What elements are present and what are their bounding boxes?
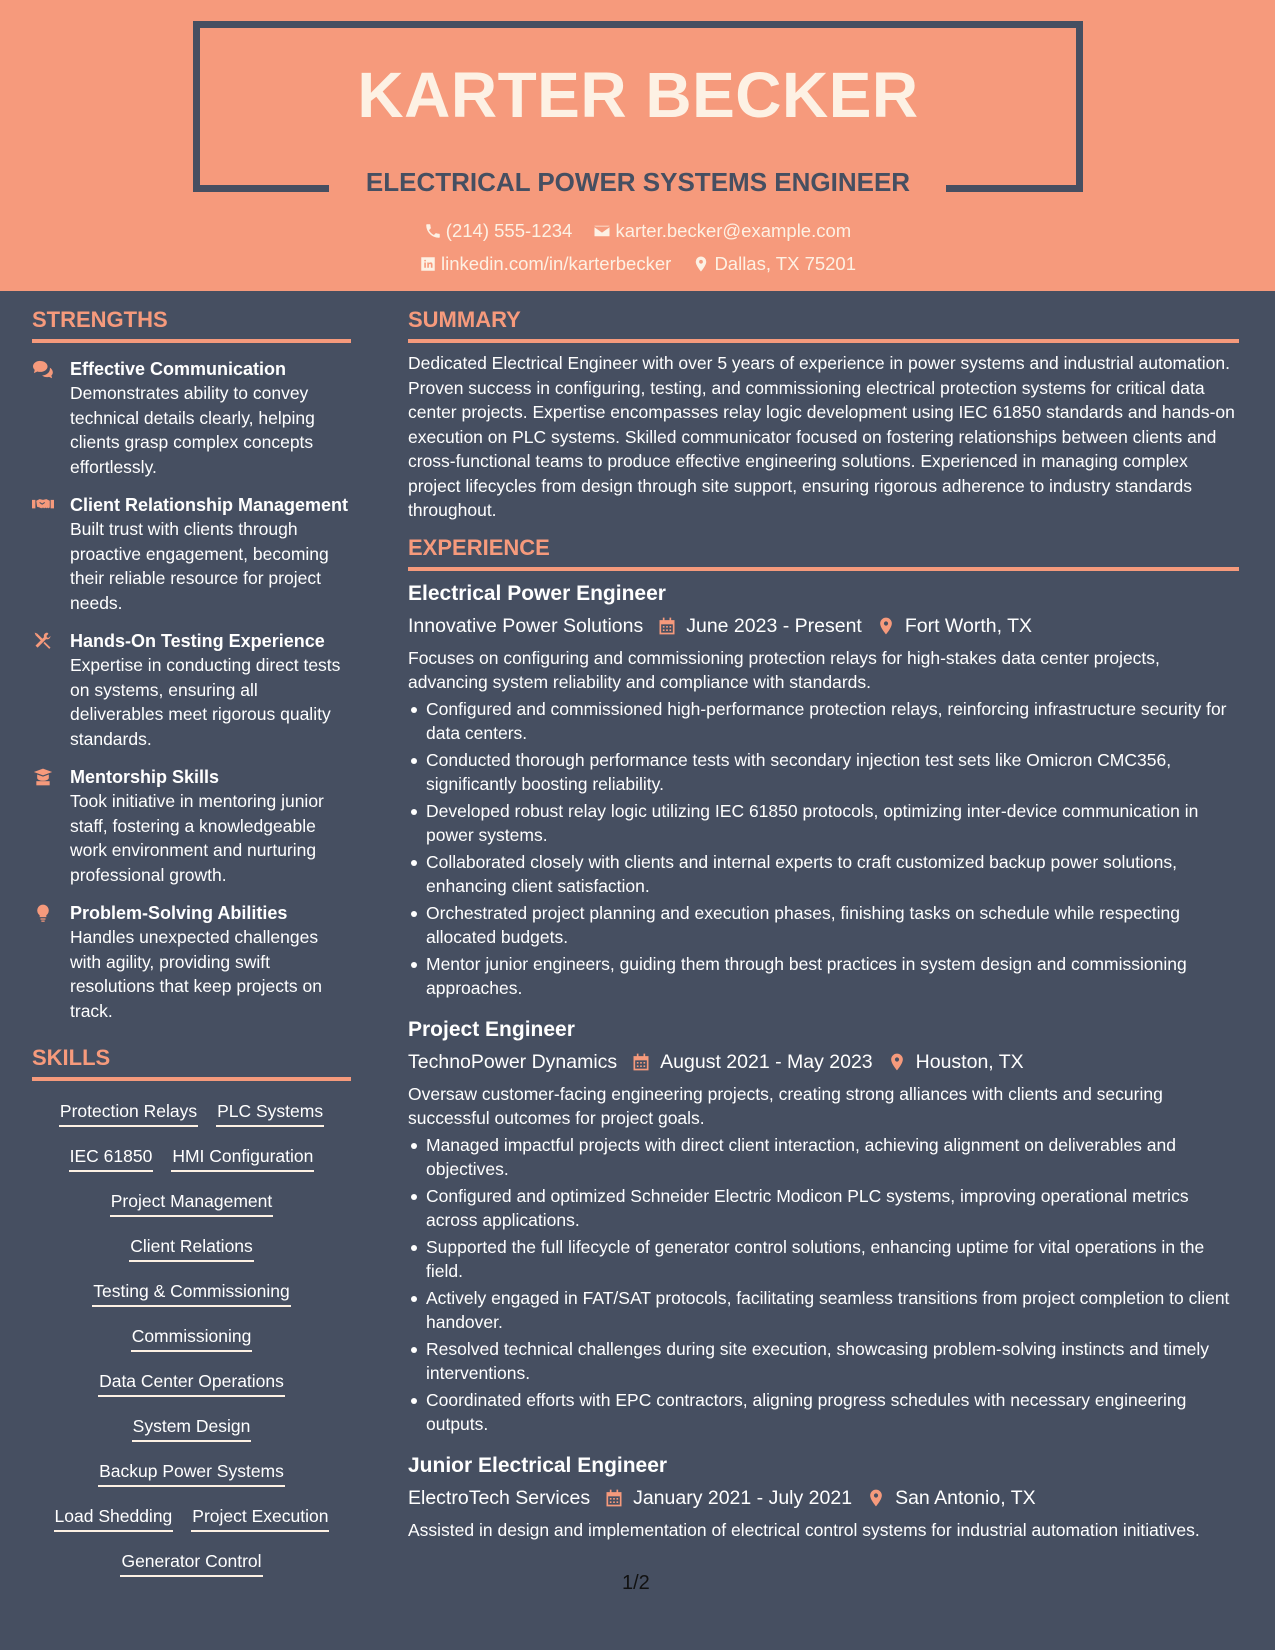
job-entry [408,579,1239,1001]
skill-row [32,1316,351,1361]
job-dates: August 2021 - May 2023 [660,1050,873,1073]
map-marker-icon [866,1488,886,1508]
job-bullet: Supported the full lifecycle of generator control solutions, enhancing uptime for vital operations in the field. [408,1235,1239,1284]
strength-desc: Took initiative in mentoring junior staff, fostering a knowledgeable work environment and nurturing professional growth. [70,791,324,885]
job-bullet: Conducted thorough performance tests with secondary injection test sets like Omicron CMC356, significantly boosting reliability. [408,748,1239,797]
map-marker-icon [876,616,896,636]
strength-item [32,901,351,1023]
strength-desc: Expertise in conducting direct tests on systems, ensuring all deliverables meet rigorous quality standards. [70,655,341,749]
linkedin-icon [419,255,437,273]
strengths-heading: STRENGTHS [32,307,351,343]
job-bullet: Configured and commissioned high-performance protection relays, reinforcing infrastructure security for data centers. [408,697,1239,746]
skill-tag: HMI Configuration [171,1145,314,1172]
job-meta [408,1483,1239,1513]
job-bullet: Developed robust relay logic utilizing IEC 61850 protocols, optimizing inter-device communication in power systems. [408,799,1239,848]
skill-row [32,1226,351,1271]
strengths-list [32,357,351,1023]
job-bullet: Mentor junior engineers, guiding them through best practices in system design and commissioning approaches. [408,952,1239,1001]
strength-title: Effective Communication [70,359,287,379]
job-entry [408,1015,1239,1437]
strength-item [32,493,351,615]
job-bullet: Orchestrated project planning and execution phases, finishing tasks on schedule while respecting allocated budgets. [408,901,1239,950]
strength-title: Hands-On Testing Experience [70,631,325,651]
skill-tag: Commissioning [131,1325,253,1352]
strength-item [32,629,351,751]
skill-tag: Load Shedding [54,1505,174,1532]
teacher-icon [32,767,54,787]
skill-tag: PLC Systems [216,1100,324,1127]
summary-heading: SUMMARY [408,307,1239,343]
strength-desc: Built trust with clients through proactive engagement, becoming their reliable resource for project needs. [70,519,329,613]
strength-desc: Demonstrates ability to convey technical details clearly, helping clients grasp complex concepts effortlessly. [70,383,315,477]
job-company: Innovative Power Solutions [408,614,644,637]
skill-tag: Client Relations [129,1235,254,1262]
strength-title: Problem-Solving Abilities [70,903,288,923]
job-bullet: Resolved technical challenges during site execution, showcasing problem-solving instincts and timely interventions. [408,1337,1239,1386]
skill-tag: Backup Power Systems [98,1460,285,1487]
contact-row-1 [0,220,1275,245]
handshake-icon [32,495,54,515]
map-marker-icon [887,1052,907,1072]
job-description: Assisted in design and implementation of electrical control systems for industrial automation initiatives. [408,1519,1200,1540]
job-dates: January 2021 - July 2021 [633,1486,853,1509]
email-contact[interactable] [593,220,851,242]
calendar-icon [604,1488,624,1508]
envelope-icon [593,222,611,240]
job-bullet: Managed impactful projects with direct client interaction, achieving alignment on deliverables and objectives. [408,1133,1239,1182]
skill-row [32,1136,351,1181]
skill-tag: Project Management [110,1190,273,1217]
skill-tag: Generator Control [120,1550,262,1577]
phone-text: (214) 555-1234 [445,220,573,241]
skill-tag: Protection Relays [59,1100,198,1127]
job-bullet: Collaborated closely with clients and internal experts to craft customized backup power solutions, enhancing client satisfaction. [408,850,1239,899]
skill-row [32,1496,351,1541]
job-role: Electrical Power Engineer [408,581,666,605]
summary-text: Dedicated Electrical Engineer with over 5 years of experience in power systems and industrial automation. Proven success in configuring, testing, and commissioning electrical protection systems for critical data center projects. Expertise encompasses relay logic development using IEC 61850 standards and hands-on execution on PLC systems. Skilled communicator focused on fostering relationships between clients and cross-functional teams to produce effective engineering solutions. Experienced in managing complex project lifecycles from design through site support, ensuring rigorous adherence to industry standards throughout. [408,353,1235,520]
page-number: 1/2 [622,1572,650,1594]
strength-item [32,357,351,479]
skills-list [32,1091,351,1586]
skills-heading: SKILLS [32,1045,351,1081]
contact-row-2 [0,253,1275,278]
experience-heading: EXPERIENCE [408,535,1239,571]
skill-tag: Data Center Operations [98,1370,285,1397]
job-role: Project Engineer [408,1017,575,1041]
job-company: TechnoPower Dynamics [408,1050,618,1073]
job-bullet: Configured and optimized Schneider Electric Modicon PLC systems, improving operational metrics across applications. [408,1184,1239,1233]
strength-title: Mentorship Skills [70,767,220,787]
job-description: Focuses on configuring and commissioning protection relays for high-stakes data center projects, advancing system reliability and compliance with standards. [408,647,1160,692]
strength-desc: Handles unexpected challenges with agility, providing swift resolutions that keep projects on track. [70,927,322,1021]
phone-contact[interactable] [424,220,573,242]
job-bullets [408,1133,1239,1437]
job-role: Junior Electrical Engineer [408,1453,668,1477]
job-meta [408,611,1239,641]
job-bullet: Actively engaged in FAT/SAT protocols, facilitating seamless transitions from project completion to client handover. [408,1286,1239,1335]
skill-row [32,1406,351,1451]
location-text: Dallas, TX 75201 [714,253,857,274]
skill-tag: Project Execution [191,1505,329,1532]
strength-title: Client Relationship Management [70,495,349,515]
job-bullets [408,697,1239,1001]
job-location: San Antonio, TX [895,1486,1036,1509]
skill-row [32,1451,351,1496]
lightbulb-icon [32,903,54,923]
linkedin-contact[interactable] [419,253,671,275]
header [0,0,1275,291]
job-meta [408,1047,1239,1077]
right-column [408,291,1239,1542]
candidate-name: KARTER BECKER [357,59,919,131]
job-title-heading: ELECTRICAL POWER SYSTEMS ENGINEER [365,167,911,197]
skill-row [32,1091,351,1136]
skill-tag: IEC 61850 [69,1145,154,1172]
linkedin-text: linkedin.com/in/karterbecker [440,253,672,274]
skill-tag: System Design [132,1415,252,1442]
job-description: Oversaw customer-facing engineering projects, creating strong alliances with clients and securing successful outcomes for project goals. [408,1083,1163,1128]
job-dates: June 2023 - Present [686,614,862,637]
phone-icon [424,222,442,240]
skill-row [32,1541,351,1586]
job-location: Houston, TX [915,1050,1024,1073]
job-bullet: Coordinated efforts with EPC contractors, aligning progress schedules with necessary engineering outputs. [408,1388,1239,1437]
tools-icon [32,631,54,651]
location-contact [692,253,856,275]
map-marker-icon [692,255,710,273]
strength-item [32,765,351,887]
calendar-icon [657,616,677,636]
job-company: ElectroTech Services [408,1486,591,1509]
email-text: karter.becker@example.com [615,220,852,241]
job-location: Fort Worth, TX [904,614,1032,637]
job-entry [408,1451,1239,1543]
skill-tag: Testing & Commissioning [92,1280,290,1307]
skill-row [32,1361,351,1406]
calendar-icon [631,1052,651,1072]
skill-row [32,1181,351,1226]
left-column [32,291,351,1586]
comments-icon [32,359,54,379]
skill-row [32,1271,351,1316]
